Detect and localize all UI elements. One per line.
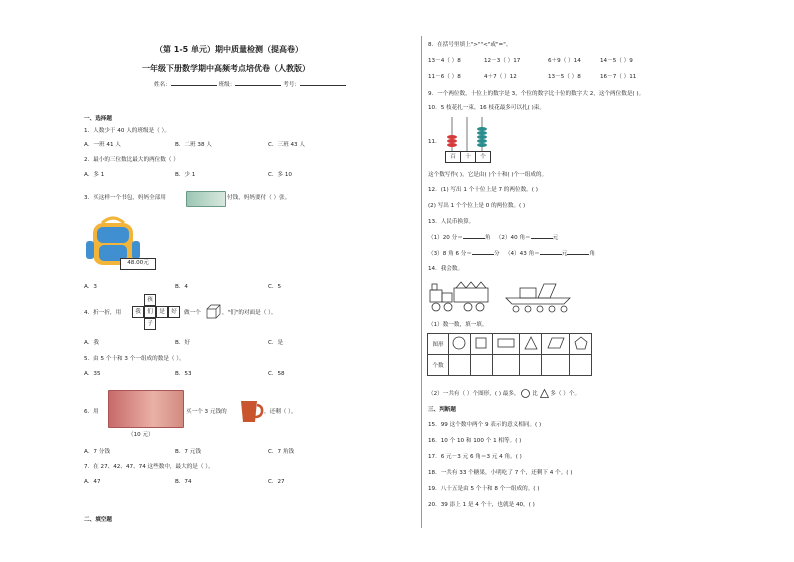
q13-4-blank-yuan[interactable] bbox=[540, 254, 562, 255]
q6-option-b[interactable]: B．7 元钱 bbox=[175, 449, 201, 455]
q13-1-blank[interactable] bbox=[463, 238, 485, 239]
q1-option-b[interactable]: B．二班 38 人 bbox=[175, 142, 212, 148]
net-cell-2: 们 bbox=[144, 306, 156, 318]
section-judge: 三、判断题 bbox=[428, 407, 456, 413]
q8-item-7[interactable]: 13－5（ ）8 bbox=[548, 74, 581, 80]
shape-count-table bbox=[427, 333, 592, 376]
circle-icon bbox=[521, 389, 530, 398]
q13-3-blank[interactable] bbox=[472, 254, 494, 255]
q13-2-label: （2）40 角＝ bbox=[495, 235, 531, 241]
pentagon-icon bbox=[574, 336, 588, 350]
q7-option-b[interactable]: B．74 bbox=[175, 479, 192, 485]
q20-text: 20．39 添上 1 是 4 个十，也就是 40。( ) bbox=[428, 502, 535, 508]
student-info-line bbox=[154, 82, 346, 89]
q13-line1 bbox=[428, 235, 558, 242]
q13-2-blank[interactable] bbox=[531, 238, 553, 239]
q5-option-b[interactable]: B．53 bbox=[175, 371, 192, 377]
page-title: （第 1-5 单元）期中质量检测（提高卷） bbox=[155, 45, 304, 54]
square-shape-cell bbox=[470, 334, 492, 355]
net-cell-bottom: 子 bbox=[144, 318, 156, 330]
section-fill: 二、填空题 bbox=[84, 517, 112, 523]
triangle-shape-cell bbox=[520, 334, 542, 355]
q14-part2-b: 比 bbox=[532, 391, 538, 397]
q3-option-b[interactable]: B．4 bbox=[175, 284, 188, 290]
q4-option-a[interactable]: A．我 bbox=[84, 340, 100, 346]
abacus-icon bbox=[445, 117, 489, 151]
q5-text: 5．由 5 个十和 3 个一组成的数是（ ）。 bbox=[84, 356, 185, 362]
page-subtitle: 一年级下册数学期中高频考点培优卷（人教版） bbox=[142, 64, 310, 73]
net-cell-1: 我 bbox=[132, 306, 144, 318]
q6-text-c: ，还剩（ ）。 bbox=[264, 409, 297, 415]
circle-shape-cell bbox=[449, 334, 471, 355]
q5-option-a[interactable]: A．35 bbox=[84, 371, 101, 377]
triangle-icon bbox=[540, 389, 549, 398]
q14-text: 14．我会数。 bbox=[428, 266, 464, 272]
q4-option-b[interactable]: B．好 bbox=[175, 340, 191, 346]
q16-text: 16．10 个 10 和 100 个 1 相等。( ) bbox=[428, 438, 522, 444]
q12-part1: 12．(1) 写出 1 个十位上是 7 的两位数。( ) bbox=[428, 187, 538, 193]
q6-note-label: （10 元） bbox=[128, 432, 154, 438]
parallelogram-icon bbox=[547, 336, 565, 350]
pentagon-count-cell[interactable] bbox=[570, 355, 592, 376]
q2-option-b[interactable]: B．少 1 bbox=[175, 172, 196, 178]
q14-part1: （1）数一数，填一填。 bbox=[428, 322, 488, 328]
q1-option-c[interactable]: C．三班 43 人 bbox=[268, 142, 305, 148]
net-cell-4: 好 bbox=[168, 306, 180, 318]
price-tag: 48.00元 bbox=[120, 258, 156, 270]
q8-item-1[interactable]: 13－4（ ）8 bbox=[428, 58, 461, 64]
q4-text-a: 4．折一折，用 bbox=[84, 310, 122, 316]
section-choice: 一、选择题 bbox=[84, 116, 112, 122]
q3-option-c[interactable]: C．5 bbox=[268, 284, 282, 290]
q1-option-a[interactable]: A．一班 41 人 bbox=[84, 142, 121, 148]
banknote-image bbox=[186, 191, 226, 207]
q13-2-unit: 元 bbox=[552, 235, 559, 241]
circle-icon bbox=[452, 336, 466, 350]
q6-option-a[interactable]: A．7 分钱 bbox=[84, 449, 110, 455]
q4-option-c[interactable]: C．是 bbox=[268, 340, 284, 346]
q10-text: 10．5 枝花扎一束，16 枝花最多可以扎( )束。 bbox=[428, 105, 545, 111]
ten-yuan-note-image bbox=[108, 390, 184, 428]
mug-icon bbox=[238, 398, 264, 424]
q13-line2 bbox=[428, 251, 595, 258]
q2-option-c[interactable]: C．多 10 bbox=[268, 172, 292, 178]
q4-text-b: 做一个 bbox=[184, 310, 201, 316]
q2-option-a[interactable]: A．多 1 bbox=[84, 172, 105, 178]
name-blank[interactable] bbox=[171, 85, 217, 86]
column-divider bbox=[421, 36, 422, 528]
class-blank[interactable] bbox=[235, 85, 281, 86]
triangle-count-cell[interactable] bbox=[520, 355, 542, 376]
q17-text: 17．6 元－3 元 6 角＝3 元 4 角。( ) bbox=[428, 454, 522, 460]
net-cell-top: 孩 bbox=[144, 294, 156, 306]
rectangle-icon bbox=[497, 336, 515, 350]
q13-3-label: （3）8 角 6 分＝ bbox=[428, 251, 472, 257]
net-cell-3: 是 bbox=[156, 306, 168, 318]
q8-item-8[interactable]: 16－7（ ）11 bbox=[600, 74, 637, 80]
triangle-icon bbox=[524, 336, 538, 350]
q8-item-2[interactable]: 12－3（ ）17 bbox=[484, 58, 521, 64]
q2-text: 2．最小的三位数比最大的两位数（ ） bbox=[84, 157, 179, 163]
circle-count-cell[interactable] bbox=[449, 355, 471, 376]
parallelogram-shape-cell bbox=[542, 334, 570, 355]
q11-text: 这个数写作( )，它是由( )个十和( )个一组成的。 bbox=[428, 172, 548, 178]
q13-4-unit-jiao: 角 bbox=[589, 251, 595, 257]
q13-4-blank-jiao[interactable] bbox=[567, 254, 589, 255]
pentagon-shape-cell bbox=[570, 334, 592, 355]
row-label-count: 个数 bbox=[428, 355, 449, 376]
q12-part2: (2) 写出 1 个个位上是 0 的两位数。( ) bbox=[428, 203, 526, 209]
q9-text: 9．一个两位数，十位上的数字是 3，个位的数字比十位的数字大 2，这个两位数是( )。 bbox=[428, 91, 645, 97]
shape-truck-figure bbox=[428, 280, 492, 314]
q14-part2-a: （2）一共有（ ）个图形，( ) 最多， bbox=[428, 391, 520, 397]
square-icon bbox=[474, 336, 488, 350]
parallelogram-count-cell[interactable] bbox=[542, 355, 570, 376]
q8-item-4[interactable]: 14－5（ ）9 bbox=[600, 58, 633, 64]
abacus-col-hundreds: 百 bbox=[445, 151, 461, 163]
name-label: 姓名： bbox=[154, 82, 171, 88]
class-label: 班级： bbox=[218, 82, 236, 88]
square-count-cell[interactable] bbox=[470, 355, 492, 376]
row-label-shapes: 图形 bbox=[428, 334, 449, 355]
q7-option-a[interactable]: A．47 bbox=[84, 479, 101, 485]
q6-text-b: 买一个 3 元钱的 bbox=[186, 409, 227, 415]
rectangle-count-cell[interactable] bbox=[492, 355, 520, 376]
examno-label: 考号： bbox=[283, 82, 300, 88]
q8-item-6[interactable]: 4＋7（ ）12 bbox=[484, 74, 517, 80]
q8-item-5[interactable]: 11－6（ ）8 bbox=[428, 74, 461, 80]
q15-text: 15．99 这个数中两个 9 表示的意义相同。( ) bbox=[428, 422, 542, 428]
q13-4-label: （4）43 角＝ bbox=[504, 251, 540, 257]
q14-part2-c: 多（ ）个。 bbox=[550, 391, 581, 397]
q5-option-c[interactable]: C．58 bbox=[268, 371, 285, 377]
q13-1-label: （1）20 分＝ bbox=[428, 235, 463, 241]
examno-blank[interactable] bbox=[300, 85, 346, 86]
q3-text-b: 付钱，妈妈要付（ ）张。 bbox=[227, 195, 291, 201]
q7-option-c[interactable]: C．27 bbox=[268, 479, 285, 485]
q11-label: 11． bbox=[428, 139, 441, 145]
cube-icon bbox=[205, 304, 221, 320]
q13-4-unit-yuan: 元 bbox=[561, 251, 568, 257]
q1-text: 1．人数少于 40 人的班级是（ ）。 bbox=[84, 128, 170, 134]
q13-3-unit: 分 bbox=[493, 251, 500, 257]
q6-text-a: 6．用 bbox=[84, 409, 99, 415]
q14-part2 bbox=[428, 389, 580, 398]
q8-item-3[interactable]: 6＋9（ ）14 bbox=[548, 58, 581, 64]
q19-text: 19．八十五是由 5 个十和 8 个一组成的。( ) bbox=[428, 486, 540, 492]
q18-text: 18．一共有 33 个糖果，小明吃了 7 个，还剩下 4 个。( ) bbox=[428, 470, 573, 476]
q4-text-c: ，"们"的对面是（ ）。 bbox=[222, 310, 277, 316]
q13-text: 13．人民币换算。 bbox=[428, 219, 475, 225]
abacus-col-tens: 十 bbox=[460, 151, 476, 163]
q8-text: 8．在括号里填上">""<"或"="。 bbox=[428, 42, 512, 48]
q3-text-a: 3．买这样一个书包，妈妈全部用 bbox=[84, 195, 166, 201]
q13-1-unit: 角 bbox=[484, 235, 491, 241]
rectangle-shape-cell bbox=[492, 334, 520, 355]
shape-ship-figure bbox=[504, 280, 574, 314]
abacus-col-ones: 个 bbox=[475, 151, 491, 163]
q6-option-c[interactable]: C．7 角钱 bbox=[268, 449, 295, 455]
q7-text: 7．在 27、42、47、74 这些数中，最大的是（ ）。 bbox=[84, 464, 214, 470]
q3-option-a[interactable]: A．3 bbox=[84, 284, 97, 290]
